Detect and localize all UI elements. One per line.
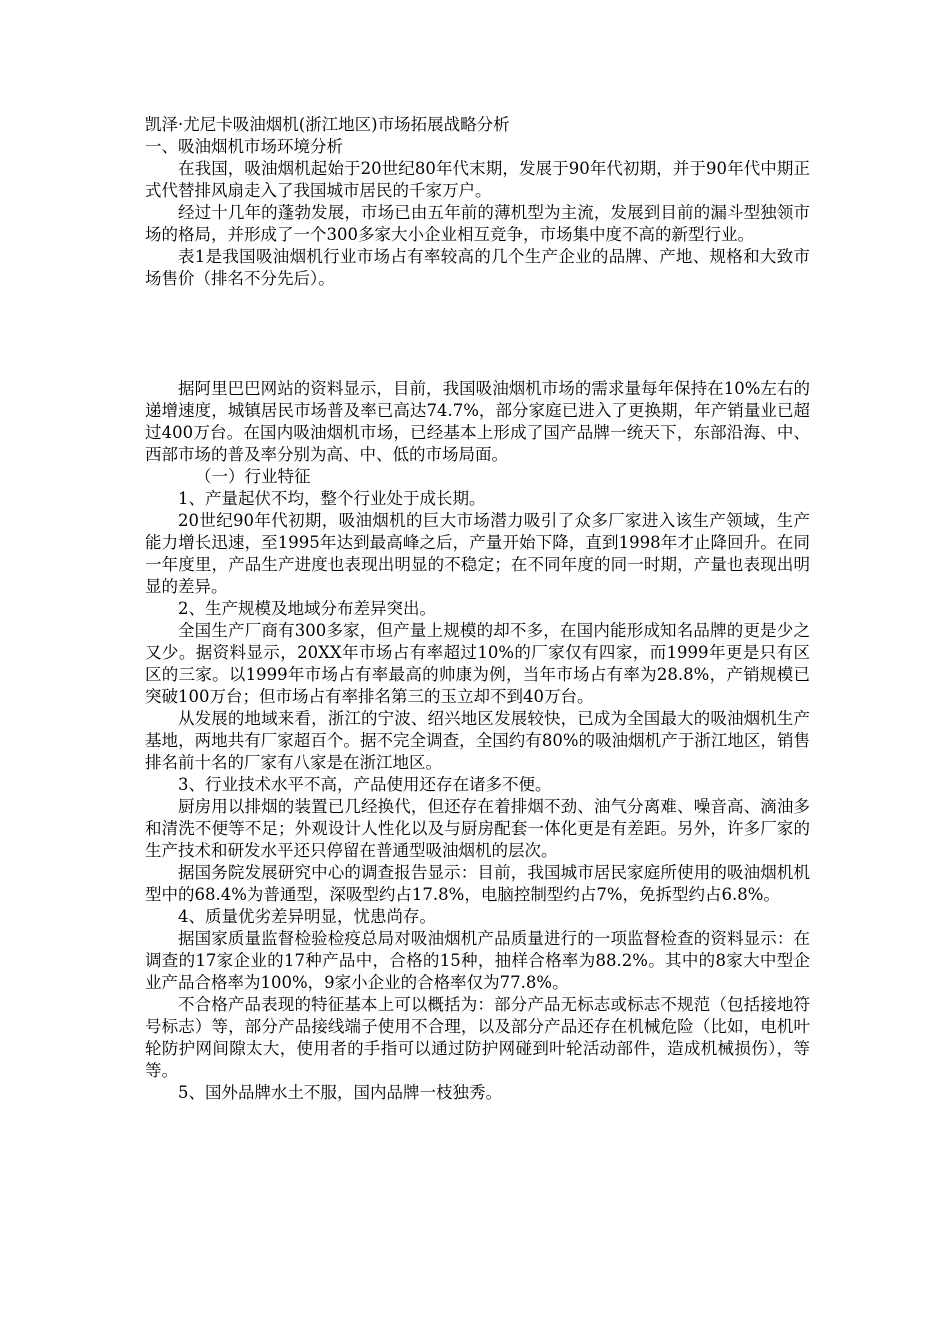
feature-paragraph-3-2: 据国务院发展研究中心的调查报告显示：目前，我国城市居民家庭所使用的吸油烟机机型中的68.4%为普通型，深吸型约占17.8%，电脑控制型约占7%，免拆型约占6.8%。 (145, 863, 810, 904)
feature-heading-3: 3、行业技术水平不高，产品使用还存在诸多不便。 (178, 775, 552, 794)
feature-heading-4: 4、质量优劣差异明显，忧患尚存。 (178, 907, 436, 926)
document-body (145, 114, 810, 1104)
paragraph-intro-1: 在我国，吸油烟机起始于20世纪80年代末期，发展于90年代初期，并于90年代中期正式代替排风扇走入了我国城市居民的千家万户。 (145, 159, 810, 200)
subsection-heading-1: （一）行业特征 (195, 467, 311, 486)
table-placeholder-space (145, 290, 810, 378)
feature-paragraph-2-2: 从发展的地域来看，浙江的宁波、绍兴地区发展较快，已成为全国最大的吸油烟机生产基地，两地共有厂家超百个。据不完全调查，全国约有80%的吸油烟机产于浙江地区，销售排名前十名的厂家有八家是在浙江地区。 (145, 709, 810, 772)
feature-paragraph-4-1: 据国家质量监督检验检疫总局对吸油烟机产品质量进行的一项监督检查的资料显示：在调查的17家企业的17种产品中，合格的15种，抽样合格率为88.2%。其中的8家大中型企业产品合格率为100%，9家小企业的合格率仅为77.8%。 (145, 929, 810, 992)
feature-paragraph-4-2: 不合格产品表现的特征基本上可以概括为：部分产品无标志或标志不规范（包括接地符号标志）等，部分产品接线端子使用不合理，以及部分产品还存在机械危险（比如，电机叶轮防护网间隙太大，使用者的手指可以通过防护网碰到叶轮活动部件，造成机械损伤），等等。 (145, 995, 810, 1080)
section-heading-1: 一、吸油烟机市场环境分析 (145, 137, 343, 156)
paragraph-intro-2: 经过十几年的蓬勃发展，市场已由五年前的薄机型为主流，发展到目前的漏斗型独领市场的格局，并形成了一个300多家大小企业相互竞争，市场集中度不高的新型行业。 (145, 203, 810, 244)
feature-heading-5: 5、国外品牌水土不服，国内品牌一枝独秀。 (178, 1083, 502, 1102)
feature-heading-1: 1、产量起伏不均，整个行业处于成长期。 (178, 489, 486, 508)
feature-paragraph-3-1: 厨房用以排烟的装置已几经换代，但还存在着排烟不劲、油气分离难、噪音高、滴油多和清洗不便等不足；外观设计人性化以及与厨房配套一体化更是有差距。另外，许多厂家的生产技术和研发水平还只停留在普通型吸油烟机的层次。 (145, 797, 810, 860)
feature-heading-2: 2、生产规模及地域分布差异突出。 (178, 599, 436, 618)
paragraph-market: 据阿里巴巴网站的资料显示，目前，我国吸油烟机市场的需求量每年保持在10%左右的递增速度，城镇居民市场普及率已高达74.7%，部分家庭已进入了更换期，年产销量业已超过400万台。在国内吸油烟机市场，已经基本上形成了国产品牌一统天下，东部沿海、中、西部市场的普及率分别为高、中、低的市场局面。 (145, 379, 810, 464)
paragraph-intro-3: 表1是我国吸油烟机行业市场占有率较高的几个生产企业的品牌、产地、规格和大致市场售价（排名不分先后）。 (145, 247, 810, 288)
document-title: 凯泽·尤尼卡吸油烟机(浙江地区)市场拓展战略分析 (145, 115, 510, 134)
feature-paragraph-2-1: 全国生产厂商有300多家，但产量上规模的却不多，在国内能形成知名品牌的更是少之又少。据资料显示，20XX年市场占有率超过10%的厂家仅有四家，而1999年更是只有区区的三家。以1999年市场占有率最高的帅康为例，当年市场占有率为28.8%，产销规模已突破100万台；但市场占有率排名第三的玉立却不到40万台。 (145, 621, 810, 706)
feature-paragraph-1-1: 20世纪90年代初期，吸油烟机的巨大市场潜力吸引了众多厂家进入该生产领域，生产能力增长迅速，至1995年达到最高峰之后，产量开始下降，直到1998年才止降回升。在同一年度里，产品生产进度也表现出明显的不稳定；在不同年度的同一时期，产量也表现出明显的差异。 (145, 511, 810, 596)
